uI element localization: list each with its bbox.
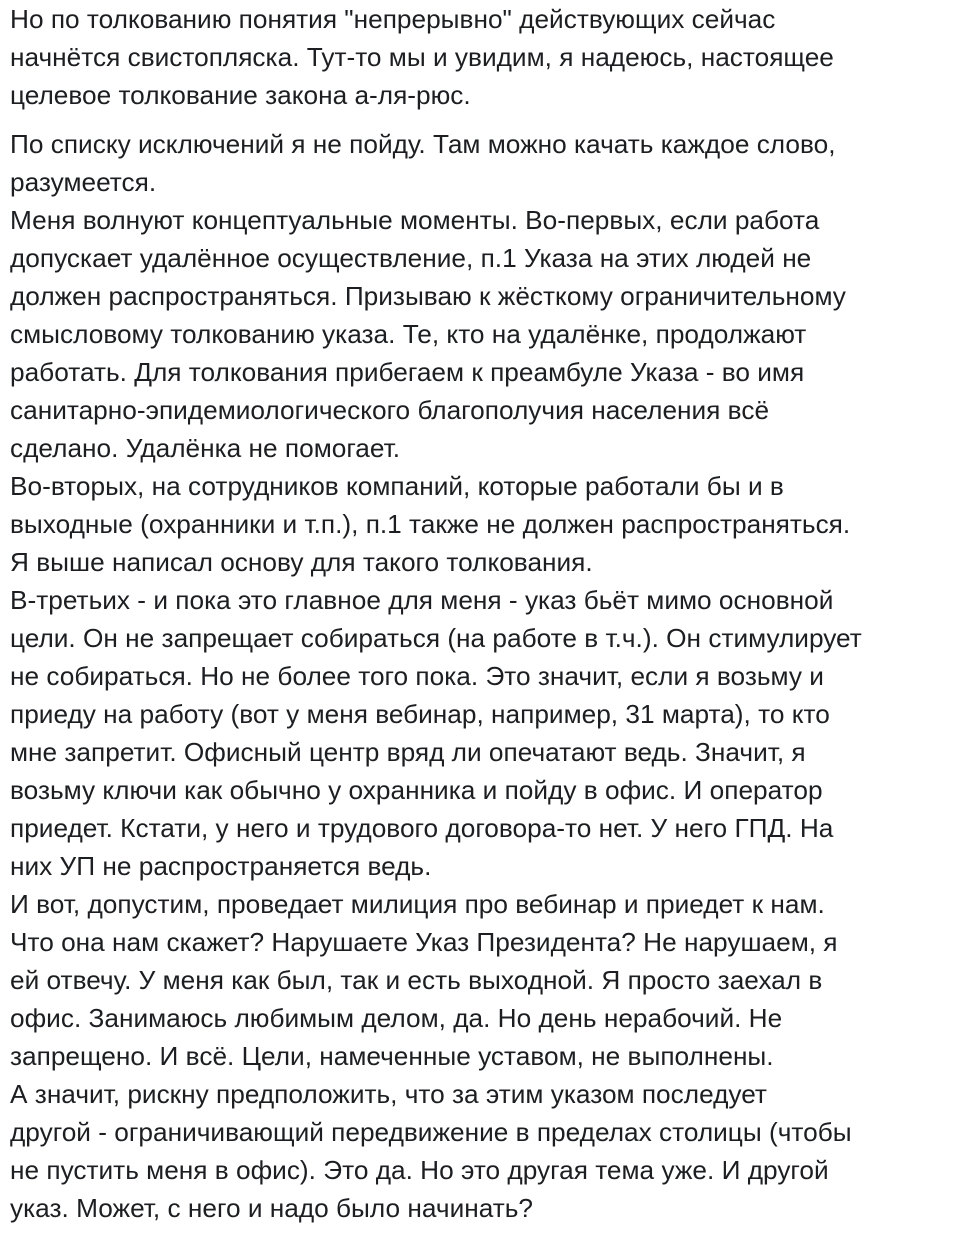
text-line: другой - ограничивающий передвижение в пределах столицы (чтобы <box>10 1117 852 1147</box>
text-line: смысловому толкованию указа. Те, кто на удалёнке, продолжают <box>10 319 807 349</box>
text-line: не пустить меня в офис). Это да. Но это другая тема уже. И другой <box>10 1155 829 1185</box>
text-line: И вот, допустим, проведает милиция про вебинар и приедет к нам. <box>10 889 825 919</box>
text-line: цели. Он не запрещает собираться (на работе в т.ч.). Он стимулирует <box>10 623 862 653</box>
text-line: целевое толкование закона а-ля-рюс. <box>10 80 471 110</box>
text-line: Я выше написал основу для такого толкования. <box>10 547 593 577</box>
text-line: указ. Может, с него и надо было начинать? <box>10 1193 533 1223</box>
text-line: мне запретит. Офисный центр вряд ли опечатают ведь. Значит, я <box>10 737 806 767</box>
text-line: приеду на работу (вот у меня вебинар, например, 31 марта), то кто <box>10 699 830 729</box>
post-text <box>10 0 970 1227</box>
text-line: возьму ключи как обычно у охранника и пойду в офис. И оператор <box>10 775 823 805</box>
text-line: Но по толкованию понятия "непрерывно" действующих сейчас <box>10 4 776 34</box>
text-line: должен распространяться. Призываю к жёсткому ограничительному <box>10 281 846 311</box>
text-line: сделано. Удалёнка не помогает. <box>10 433 401 463</box>
text-line: работать. Для толкования прибегаем к преамбуле Указа - во имя <box>10 357 805 387</box>
text-line: разумеется. <box>10 167 157 197</box>
text-line: не собираться. Но не более того пока. Это значит, если я возьму и <box>10 661 824 691</box>
text-line: допускает удалённое осуществление, п.1 Указа на этих людей не <box>10 243 812 273</box>
text-line: По списку исключений я не пойду. Там можно качать каждое слово, <box>10 129 836 159</box>
paragraph-2 <box>10 125 970 1227</box>
text-line: начнётся свистопляска. Тут-то мы и увидим, я надеюсь, настоящее <box>10 42 834 72</box>
text-line: приедет. Кстати, у него и трудового договора-то нет. У него ГПД. На <box>10 813 834 843</box>
text-line: Меня волнуют концептуальные моменты. Во-первых, если работа <box>10 205 820 235</box>
text-line: В-третьих - и пока это главное для меня - указ бьёт мимо основной <box>10 585 834 615</box>
text-line: Что она нам скажет? Нарушаете Указ Президента? Не нарушаем, я <box>10 927 838 957</box>
text-line: запрещено. И всё. Цели, намеченные уставом, не выполнены. <box>10 1041 774 1071</box>
text-line: выходные (охранники и т.п.), п.1 также не должен распространяться. <box>10 509 851 539</box>
text-line: Во-вторых, на сотрудников компаний, которые работали бы и в <box>10 471 784 501</box>
text-line: них УП не распространяется ведь. <box>10 851 432 881</box>
text-line: ей отвечу. У меня как был, так и есть выходной. Я просто заехал в <box>10 965 823 995</box>
paragraph-1 <box>10 0 970 114</box>
text-line: санитарно-эпидемиологического благополучия населения всё <box>10 395 770 425</box>
text-line: офис. Занимаюсь любимым делом, да. Но день нерабочий. Не <box>10 1003 783 1033</box>
text-line: А значит, рискну предположить, что за этим указом последует <box>10 1079 767 1109</box>
